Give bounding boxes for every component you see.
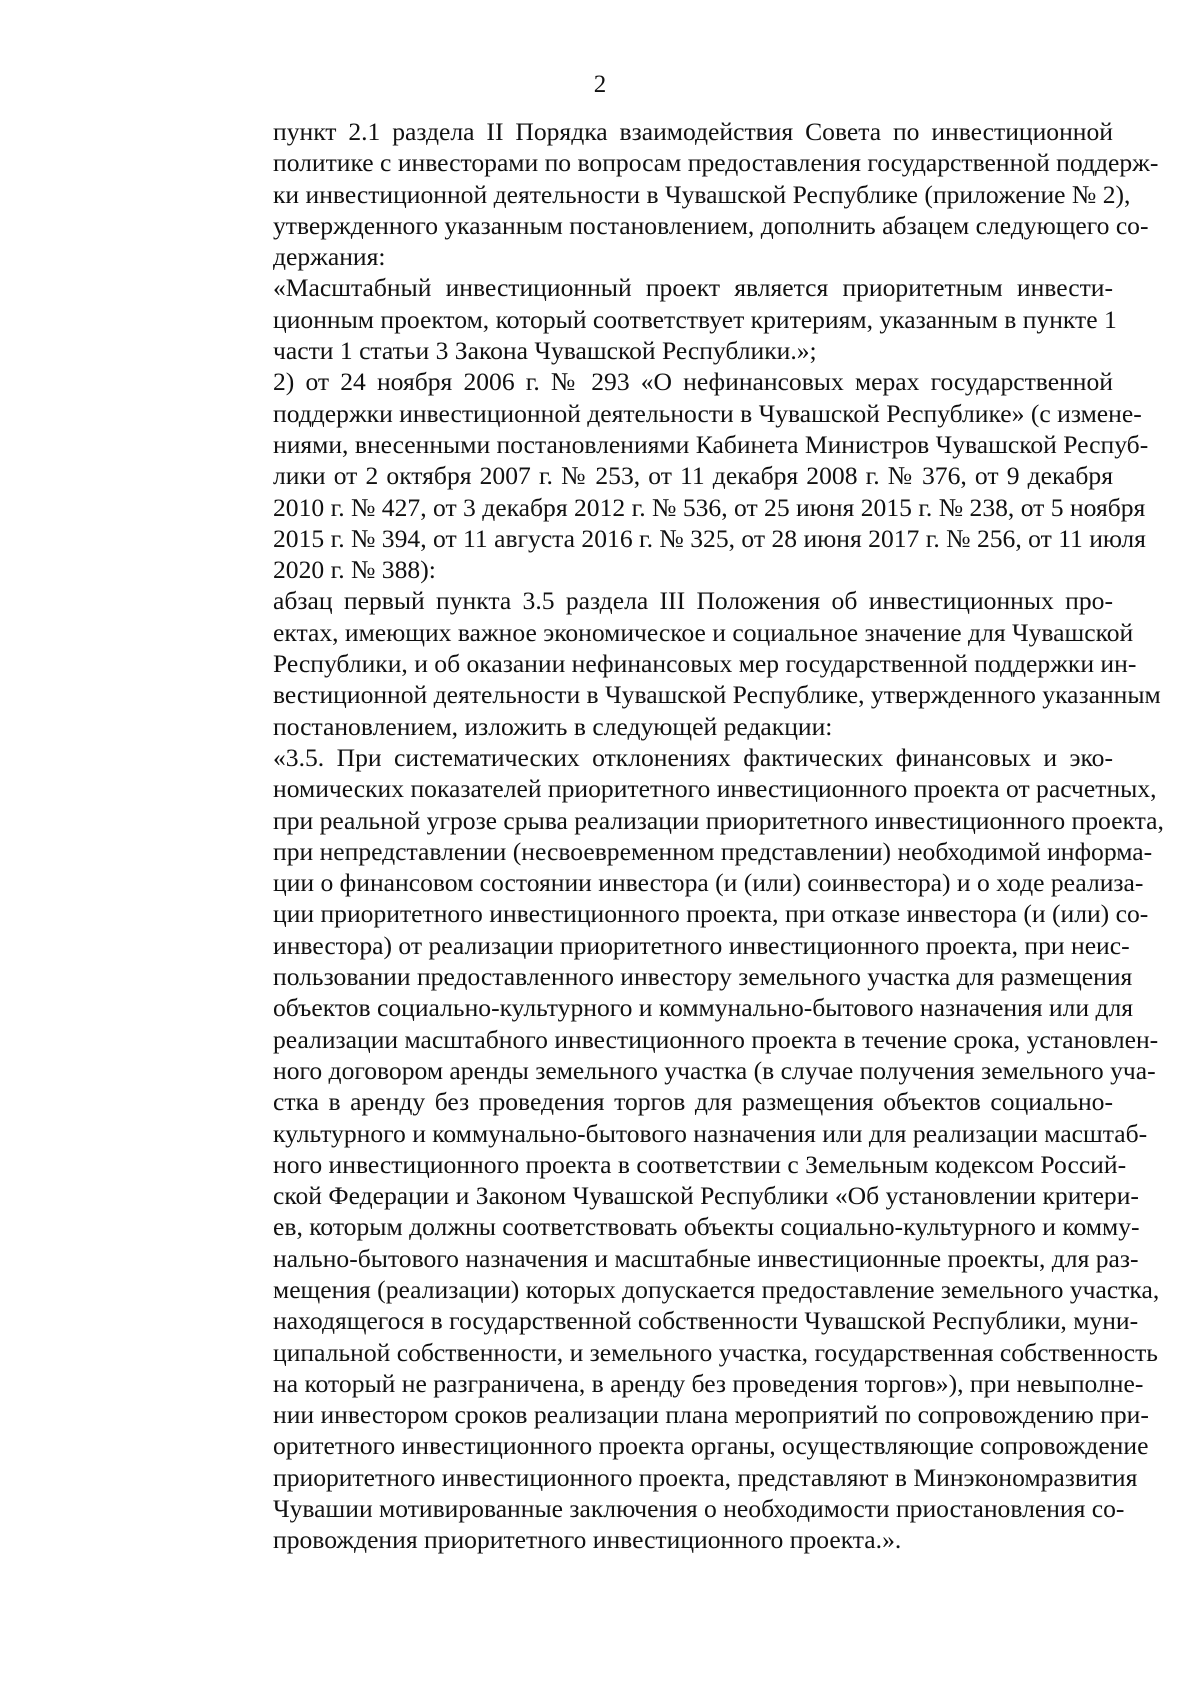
text-line: культурного и коммунально-бытового назначения или для реализации масштаб- [273, 1118, 1148, 1148]
text-line: ниями, внесенными постановлениями Кабинета Министров Чувашской Респуб- [273, 429, 1149, 459]
text-line: пункт 2.1 раздела II Порядка взаимодействия Совета по инвестиционной [273, 117, 1113, 146]
text-line: части 1 статьи 3 Закона Чувашской Республики.»; [273, 336, 817, 366]
paragraph [201, 585, 1161, 741]
text-line: ектах, имеющих важное экономическое и социальное значение для Чувашской [273, 617, 1134, 647]
text-line: политике с инвесторами по вопросам предоставления государственной поддерж- [273, 148, 1159, 178]
text-line: 2010 г. № 427, от 3 декабря 2012 г. № 536, от 25 июня 2015 г. № 238, от 5 ноября [273, 492, 1146, 522]
paragraph [201, 272, 1117, 366]
text-line: ции приоритетного инвестиционного проекта, при отказе инвестора (и (или) со- [273, 899, 1149, 929]
text-line: ки инвестиционной деятельности в Чувашской Республике (приложение № 2), [273, 179, 1131, 209]
text-line: 2) от 24 ноября 2006 г. № 293 «О нефинансовых мерах государственной [273, 367, 1113, 397]
page-number: 2 [593, 71, 607, 98]
text-line: поддержки инвестиционной деятельности в Чувашской Республике» (с измене- [273, 398, 1142, 428]
text-line: абзац первый пункта 3.5 раздела III Положения об инвестиционных про- [273, 586, 1113, 616]
text-line: стка в аренду без проведения торгов для размещения объектов социально- [273, 1087, 1113, 1117]
text-line: ской Федерации и Законом Чувашской Республики «Об установлении критери- [273, 1181, 1139, 1211]
text-line: 2015 г. № 394, от 11 августа 2016 г. № 325, от 28 июня 2017 г. № 256, от 11 июля [273, 523, 1146, 553]
document-body [201, 116, 1164, 1556]
text-line: Республики, и об оказании нефинансовых мер государственной поддержки ин- [273, 649, 1137, 679]
text-line: находящегося в государственной собственности Чувашской Республики, муни- [273, 1306, 1139, 1336]
text-line: объектов социально-культурного и коммунально-бытового назначения или для [273, 993, 1134, 1023]
paragraph [201, 742, 1164, 1556]
text-line: «Масштабный инвестиционный проект является приоритетным инвести- [273, 273, 1113, 303]
text-line: приоритетного инвестиционного проекта, представляют в Минэкономразвития [273, 1462, 1138, 1492]
text-line: держания: [273, 242, 386, 272]
text-line: Чувашии мотивированные заключения о необходимости приостановления со- [273, 1494, 1125, 1524]
text-line: утвержденного указанным постановлением, дополнить абзацем следующего со- [273, 210, 1149, 240]
text-line: ного договором аренды земельного участка (в случае получения земельного уча- [273, 1055, 1156, 1085]
text-line: инвестора) от реализации приоритетного инвестиционного проекта, при неис- [273, 930, 1130, 960]
text-line: ев, которым должны соответствовать объекты социально-культурного и комму- [273, 1212, 1140, 1242]
text-line: нально-бытового назначения и масштабные инвестиционные проекты, для раз- [273, 1243, 1139, 1273]
text-line: мещения (реализации) которых допускается предоставление земельного участка, [273, 1274, 1160, 1304]
text-line: реализации масштабного инвестиционного проекта в течение срока, установлен- [273, 1024, 1159, 1054]
text-line: провождения приоритетного инвестиционного проекта.». [273, 1525, 902, 1555]
text-line: нии инвестором сроков реализации плана мероприятий по сопровождению при- [273, 1400, 1149, 1430]
paragraph [201, 116, 1159, 272]
text-line: на который не разграничена, в аренду без проведения торгов»), при невыполне- [273, 1368, 1144, 1398]
text-line: пользовании предоставленного инвестору земельного участка для размещения [273, 962, 1133, 992]
text-line: лики от 2 октября 2007 г. № 253, от 11 декабря 2008 г. № 376, от 9 декабря [273, 461, 1113, 491]
text-line: вестиционной деятельности в Чувашской Республике, утвержденного указанным [273, 680, 1161, 710]
text-line: номических показателей приоритетного инвестиционного проекта от расчетных, [273, 774, 1157, 804]
text-line: при реальной угрозе срыва реализации приоритетного инвестиционного проекта, [273, 805, 1164, 835]
text-line: при непредставлении (несвоевременном представлении) необходимой информа- [273, 836, 1153, 866]
text-line: ципальной собственности, и земельного участка, государственная собственность [273, 1337, 1158, 1367]
text-line: 2020 г. № 388): [273, 555, 436, 585]
text-line: оритетного инвестиционного проекта органы, осуществляющие сопровождение [273, 1431, 1149, 1461]
text-line: ционным проектом, который соответствует критериям, указанным в пункте 1 [273, 304, 1117, 334]
paragraph [201, 366, 1149, 585]
text-line: постановлением, изложить в следующей редакции: [273, 711, 833, 741]
text-line: ного инвестиционного проекта в соответствии с Земельным кодексом Россий- [273, 1149, 1127, 1179]
text-line: «3.5. При систематических отклонениях фактических финансовых и эко- [273, 742, 1113, 772]
text-line: ции о финансовом состоянии инвестора (и (или) соинвестора) и о ходе реализа- [273, 868, 1144, 898]
